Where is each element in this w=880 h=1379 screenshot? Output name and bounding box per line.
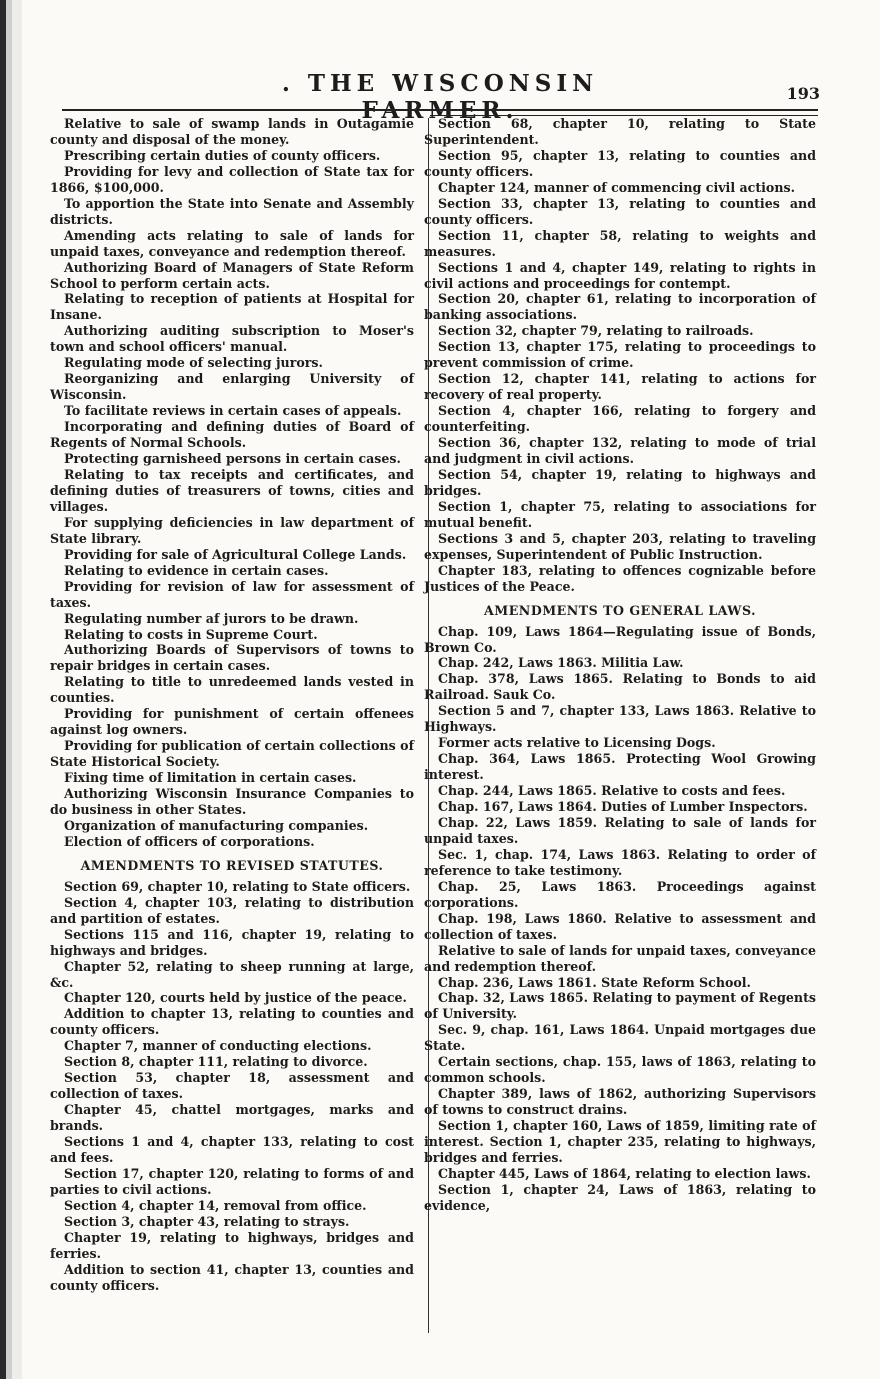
list-item: Sections 3 and 5, chapter 203, relating to traveling expenses, Superintendent of Public Instruction. [424, 530, 816, 562]
list-item: Sec. 9, chap. 161, Laws 1864. Unpaid mortgages due State. [424, 1022, 816, 1054]
list-item: Regulating mode of selecting jurors. [64, 355, 323, 371]
list-item: Former acts relative to Licensing Dogs. [438, 735, 716, 751]
list-item: Providing for sale of Agricultural College Lands. [64, 546, 407, 562]
list-item: Chapter 445, Laws of 1864, relating to election laws. [438, 1165, 811, 1181]
list-item: Providing for revision of law for assessment of taxes. [50, 578, 414, 610]
list-item: Organization of manufacturing companies. [64, 817, 369, 833]
left-column-acts-list [50, 116, 414, 850]
list-item: Chap. 32, Laws 1865. Relating to payment of Regents of University. [424, 990, 816, 1022]
list-item: Section 4, chapter 103, relating to distribution and partition of estates. [50, 894, 414, 926]
list-item: Relative to sale of swamp lands in Outagamie county and disposal of the money. [50, 116, 414, 147]
list-item: Relating to reception of patients at Hospital for Insane. [50, 291, 414, 323]
list-item: Chap. 25, Laws 1863. Proceedings against corporations. [424, 878, 816, 910]
list-item: Chap. 167, Laws 1864. Duties of Lumber Inspectors. [438, 799, 808, 815]
list-item: Chapter 389, laws of 1862, authorizing Supervisors of towns to construct drains. [424, 1086, 816, 1118]
list-item: Providing for publication of certain collections of State Historical Society. [50, 738, 414, 770]
list-item: Section 3, chapter 43, relating to strays. [64, 1213, 350, 1229]
list-item: Election of officers of corporations. [64, 833, 315, 849]
list-item: Sections 1 and 4, chapter 133, relating to cost and fees. [50, 1134, 414, 1165]
list-item: Sec. 1, chap. 174, Laws 1863. Relating to order of reference to take testimony. [424, 846, 816, 878]
list-item: Chapter 120, courts held by justice of the peace. [64, 990, 407, 1006]
list-item: Authorizing Boards of Supervisors of towns to repair bridges in certain cases. [50, 642, 414, 674]
list-item: Section 68, chapter 10, relating to State Superintendent. [424, 116, 816, 147]
left-column [50, 116, 414, 1294]
page-binding-edge [0, 0, 22, 1379]
list-item: Section 13, chapter 175, relating to proceedings to prevent commission of crime. [424, 339, 816, 371]
list-item: Addition to section 41, chapter 13, counties and county officers. [50, 1261, 414, 1293]
journal-title: . THE WISCONSIN FARMER. [281, 70, 599, 124]
list-item: Section 1, chapter 24, Laws of 1863, relating to evidence, [424, 1181, 816, 1213]
general-laws-list [424, 624, 816, 1214]
list-item: Chap. 242, Laws 1863. Militia Law. [438, 655, 684, 671]
list-item: Reorganizing and enlarging University of Wisconsin. [50, 371, 414, 403]
list-item: Providing for levy and collection of State tax for 1866, $100,000. [50, 163, 414, 195]
list-item: Certain sections, chap. 155, laws of 1863, relating to common schools. [424, 1054, 816, 1086]
list-item: Section 20, chapter 61, relating to incorporation of banking associations. [424, 291, 816, 323]
list-item: Section 33, chapter 13, relating to counties and county officers. [424, 195, 816, 227]
list-item: Chapter 45, chattel mortgages, marks and brands. [50, 1102, 414, 1134]
list-item: Section 53, chapter 18, assessment and collection of taxes. [50, 1070, 414, 1102]
list-item: Regulating number af jurors to be drawn. [64, 610, 359, 626]
list-item: Relative to sale of lands for unpaid taxes, conveyance and redemption thereof. [424, 942, 816, 974]
list-item: Section 8, chapter 111, relating to divorce. [64, 1054, 368, 1070]
list-item: Section 11, chapter 58, relating to weights and measures. [424, 227, 816, 259]
list-item: Protecting garnisheed persons in certain cases. [64, 451, 401, 467]
revised-statutes-list [50, 879, 414, 1294]
list-item: Chap. 378, Laws 1865. Relating to Bonds to aid Railroad. Sauk Co. [424, 671, 816, 703]
list-item: Relating to evidence in certain cases. [64, 562, 329, 578]
section-heading-revised-statutes: AMENDMENTS TO REVISED STATUTES. [80, 857, 384, 873]
list-item: Section 1, chapter 75, relating to associations for mutual benefit. [424, 498, 816, 530]
list-item: Section 1, chapter 160, Laws of 1859, limiting rate of interest. Section 1, chapter 235, relating to highways, bridges and ferries. [424, 1118, 816, 1165]
list-item: Section 95, chapter 13, relating to counties and county officers. [424, 147, 816, 179]
list-item: Section 12, chapter 141, relating to actions for recovery of real property. [424, 371, 816, 403]
list-item: Chapter 7, manner of conducting elections. [64, 1038, 372, 1054]
list-item: Section 36, chapter 132, relating to mode of trial and judgment in civil actions. [424, 435, 816, 467]
list-item: Fixing time of limitation in certain cases. [64, 770, 357, 786]
list-item: Section 5 and 7, chapter 133, Laws 1863. Relative to Highways. [424, 703, 816, 735]
page-number: 193 [786, 84, 820, 103]
list-item: Chap. 236, Laws 1861. State Reform School. [438, 974, 751, 990]
list-item: Section 4, chapter 166, relating to forgery and counterfeiting. [424, 403, 816, 435]
list-item: Chap. 22, Laws 1859. Relating to sale of lands for unpaid taxes. [424, 814, 816, 846]
list-item: Amending acts relating to sale of lands for unpaid taxes, conveyance and redemption thereof. [50, 227, 414, 259]
section-heading-general-laws: AMENDMENTS TO GENERAL LAWS. [484, 602, 756, 618]
list-item: Authorizing Wisconsin Insurance Companies to do business in other States. [50, 786, 414, 817]
list-item: Relating to tax receipts and certificates, and defining duties of treasurers of towns, cities and villages. [50, 466, 414, 514]
list-item: Authorizing auditing subscription to Moser's town and school officers' manual. [50, 323, 414, 355]
list-item: Chap. 364, Laws 1865. Protecting Wool Growing interest. [424, 751, 816, 783]
list-item: Chap. 198, Laws 1860. Relative to assessment and collection of taxes. [424, 910, 816, 942]
list-item: For supplying deficiencies in law department of State library. [50, 514, 414, 546]
right-column [424, 116, 816, 1214]
list-item: Chap. 109, Laws 1864—Regulating issue of Bonds, Brown Co. [424, 623, 816, 655]
list-item: Prescribing certain duties of county officers. [64, 147, 381, 163]
list-item: Chapter 183, relating to offences cognizable before Justices of the Peace. [424, 562, 816, 594]
list-item: Relating to costs in Supreme Court. [64, 626, 318, 642]
list-item: Relating to title to unredeemed lands vested in counties. [50, 674, 414, 706]
list-item: Section 4, chapter 14, removal from office. [64, 1197, 367, 1213]
header-rule [62, 109, 818, 111]
list-item: Section 32, chapter 79, relating to railroads. [438, 323, 754, 339]
right-column-sections-list [424, 116, 816, 595]
list-item: Authorizing Board of Managers of State Reform School to perform certain acts. [50, 259, 414, 291]
list-item: Section 54, chapter 19, relating to highways and bridges. [424, 466, 816, 498]
list-item: Section 17, chapter 120, relating to forms of and parties to civil actions. [50, 1165, 414, 1197]
list-item: To apportion the State into Senate and Assembly districts. [50, 195, 414, 227]
list-item: Chapter 52, relating to sheep running at large, &c. [50, 958, 414, 990]
list-item: Sections 115 and 116, chapter 19, relating to highways and bridges. [50, 926, 414, 958]
list-item: Sections 1 and 4, chapter 149, relating to rights in civil actions and proceedings for contempt. [424, 259, 816, 291]
list-item: To facilitate reviews in certain cases of appeals. [64, 403, 402, 419]
list-item: Section 69, chapter 10, relating to State officers. [64, 878, 411, 894]
list-item: Providing for punishment of certain offenees against log owners. [50, 706, 414, 738]
list-item: Chapter 124, manner of commencing civil actions. [438, 179, 795, 195]
list-item: Chap. 244, Laws 1865. Relative to costs and fees. [438, 783, 786, 799]
list-item: Addition to chapter 13, relating to counties and county officers. [50, 1006, 414, 1038]
list-item: Chapter 19, relating to highways, bridges and ferries. [50, 1229, 414, 1261]
list-item: Incorporating and defining duties of Board of Regents of Normal Schools. [50, 419, 414, 451]
